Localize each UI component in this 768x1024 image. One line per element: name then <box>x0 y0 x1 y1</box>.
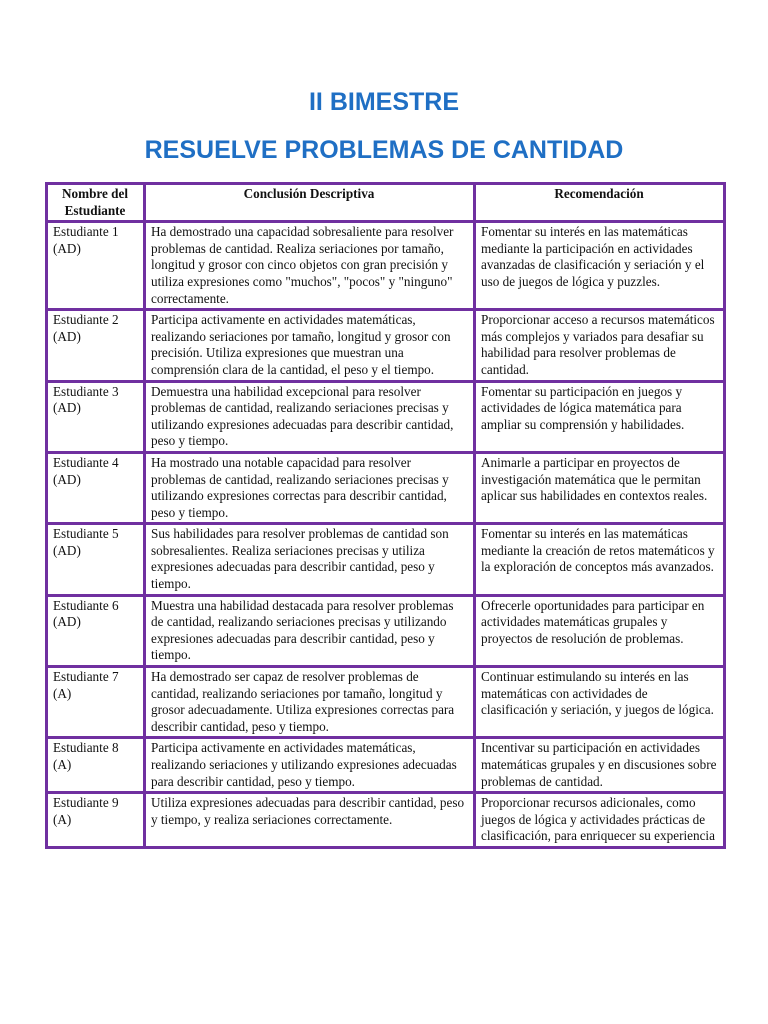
table-row <box>47 524 725 595</box>
table-row <box>47 793 725 848</box>
student-name: Estudiante 9 <box>53 795 119 811</box>
student-cell <box>47 452 145 523</box>
table-row <box>47 222 725 310</box>
conclusion-cell: Demuestra una habilidad excepcional para resolver problemas de cantidad, realizando seriaciones precisas y utilizando expresiones adecuadas para describir cantidad, peso y tiempo. <box>145 381 475 452</box>
header-conclusion: Conclusión Descriptiva <box>145 184 475 222</box>
student-cell <box>47 524 145 595</box>
achievement-level: (A) <box>53 685 72 701</box>
table-header-row <box>47 184 725 222</box>
student-cell <box>47 381 145 452</box>
page-title: II BIMESTRE <box>308 88 459 116</box>
student-cell <box>47 595 145 666</box>
student-cell <box>47 310 145 381</box>
achievement-level: (A) <box>53 757 72 772</box>
conclusion-cell: Ha demostrado ser capaz de resolver problemas de cantidad, realizando seriaciones por tamaño, longitud y grosor adecuadamente. Utiliza expresiones correctas para describir cantidad, peso y tiempo. <box>145 667 475 738</box>
table-row <box>47 738 725 793</box>
recommendation-cell: Continuar estimulando su interés en las matemáticas con actividades de clasificación y seriación, y juegos de lógica. <box>475 667 725 738</box>
table-body <box>47 222 725 848</box>
conclusion-cell: Participa activamente en actividades matemáticas, realizando seriaciones por tamaño, longitud y grosor con precisión. Utiliza expresiones que muestran una comprensión clara de la cantidad, el peso y el tiempo. <box>145 310 475 381</box>
student-cell <box>47 738 145 793</box>
recommendation-cell: Fomentar su participación en juegos y actividades de lógica matemática para ampliar su comprensión y habilidades. <box>475 381 725 452</box>
student-cell <box>47 222 145 310</box>
achievement-level: (AD) <box>53 240 81 256</box>
achievement-level: (AD) <box>53 614 81 630</box>
assessment-table <box>45 182 726 849</box>
conclusion-cell: Utiliza expresiones adecuadas para describir cantidad, peso y tiempo, y realiza seriaciones correctamente. <box>145 793 475 848</box>
conclusion-cell: Participa activamente en actividades matemáticas, realizando seriaciones y utilizando expresiones adecuadas para describir cantidad, peso y tiempo. <box>145 738 475 793</box>
student-name: Estudiante 1 <box>53 224 119 240</box>
recommendation-cell: Proporcionar acceso a recursos matemáticos más complejos y variados para desafiar su habilidad para resolver problemas de cantidad. <box>475 310 725 381</box>
header-student-name: Nombre del Estudiante <box>47 184 145 222</box>
student-cell <box>47 667 145 738</box>
achievement-level: (AD) <box>53 328 81 344</box>
recommendation-cell: Proporcionar recursos adicionales, como juegos de lógica y actividades prácticas de clasificación, para enriquecer su experiencia <box>475 793 725 848</box>
table-row <box>47 595 725 666</box>
table-row <box>47 381 725 452</box>
student-name: Estudiante 5 <box>53 526 119 542</box>
achievement-level: (AD) <box>53 542 81 558</box>
conclusion-cell: Ha mostrado una notable capacidad para resolver problemas de cantidad, realizando seriaciones precisas y utilizando expresiones correctas para describir cantidad, peso y tiempo. <box>145 452 475 523</box>
table-row <box>47 452 725 523</box>
recommendation-cell: Ofrecerle oportunidades para participar en actividades matemáticas grupales y proyectos de resolución de problemas. <box>475 595 725 666</box>
achievement-level: (A) <box>53 811 72 827</box>
recommendation-cell: Incentivar su participación en actividades matemáticas grupales y en discusiones sobre problemas de cantidad. <box>475 738 725 793</box>
student-cell <box>47 793 145 848</box>
conclusion-cell: Sus habilidades para resolver problemas de cantidad son sobresalientes. Realiza seriaciones precisas y utiliza expresiones adecuadas para describir cantidad, peso y tiempo. <box>145 524 475 595</box>
student-name: Estudiante 4 <box>53 454 119 470</box>
recommendation-cell: Fomentar su interés en las matemáticas mediante la participación en actividades avanzadas de clasificación y seriación y el uso de juegos de lógica y puzzles. <box>475 222 725 310</box>
student-name: Estudiante 2 <box>53 312 119 328</box>
achievement-level: (AD) <box>53 400 81 416</box>
recommendation-cell: Fomentar su interés en las matemáticas mediante la creación de retos matemáticos y la exploración de conceptos más avanzados. <box>475 524 725 595</box>
recommendation-cell: Animarle a participar en proyectos de investigación matemática que le permitan aplicar sus habilidades en contextos reales. <box>475 452 725 523</box>
header-recommendation: Recomendación <box>475 184 725 222</box>
student-name: Estudiante 7 <box>53 669 119 685</box>
student-name: Estudiante 6 <box>53 597 119 613</box>
table-row <box>47 310 725 381</box>
page-subtitle: RESUELVE PROBLEMAS DE CANTIDAD <box>144 136 624 164</box>
achievement-level: (AD) <box>53 471 81 487</box>
conclusion-cell: Ha demostrado una capacidad sobresaliente para resolver problemas de cantidad. Realiza seriaciones por tamaño, longitud y grosor con cinco objetos con gran precisión y utiliza expresiones como "muchos", "pocos" y "ninguno" correctamente. <box>145 222 475 310</box>
table-row <box>47 667 725 738</box>
student-name: Estudiante 3 <box>53 383 119 399</box>
student-name: Estudiante 8 <box>53 740 119 756</box>
conclusion-cell: Muestra una habilidad destacada para resolver problemas de cantidad, realizando seriaciones precisas y utilizando expresiones adecuadas para describir cantidad, peso y tiempo. <box>145 595 475 666</box>
